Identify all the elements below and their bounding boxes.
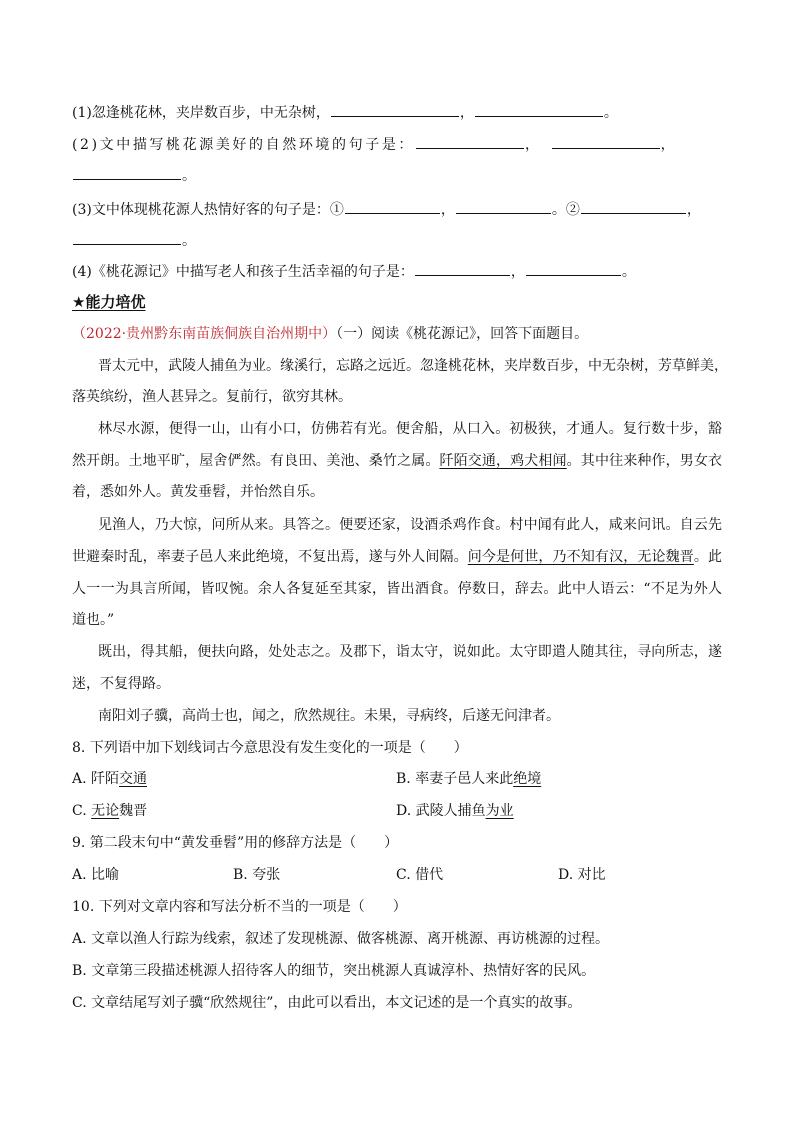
underlined-phrase: 问今是何世，乃不知有汉，无论魏晋 <box>467 549 694 565</box>
option-c[interactable]: C. 文章结尾写刘子骥“欣然规往”，由此可以看出，本文记述的是一个真实的故事。 <box>72 995 582 1011</box>
option-a[interactable]: A. 文章以渔人行踪为线索，叙述了发现桃源、做客桃源、离开桃源、再访桃源的过程。 <box>72 931 610 947</box>
reading-instruction: （一）阅读《桃花源记》，回答下面题目。 <box>336 326 589 342</box>
answer-blank[interactable] <box>331 101 459 117</box>
question-4: (4)《桃花源记》中描写老人和孩子生活幸福的句子是： ， 。 <box>72 260 722 283</box>
underlined-phrase: 阡陌交通，鸡犬相闻 <box>439 453 567 469</box>
question-1: (1)忽逢桃花林，夹岸数百步，中无杂树， ， 。 <box>72 101 722 124</box>
question-text: (3)文中体现桃花源人热情好客的句子是：① <box>72 202 344 218</box>
source-label: （2022·贵州黔东南苗族侗族自治州期中） <box>72 326 337 342</box>
passage-line: 南阳刘子骥，高尚士也，闻之，欣然规往。未果，寻病终，后遂无问津者。 <box>98 708 560 724</box>
answer-blank[interactable] <box>552 133 660 149</box>
passage-line: 迷，不复得路。 <box>72 676 170 692</box>
passage-line: 道也。” <box>72 612 115 628</box>
question-3: (3)文中体现桃花源人热情好客的句子是：① ， 。② ， <box>72 198 722 221</box>
question-2: (2)文中描写桃花源美好的自然环境的句子是： ， ， <box>72 133 722 156</box>
answer-blank[interactable] <box>415 260 510 276</box>
answer-blank[interactable] <box>73 229 181 245</box>
passage-line: 既出，得其船，便扶向路，处处志之。及郡下，诣太守，说如此。太守即遣人随其往，寻向所志，遂 <box>98 644 722 660</box>
answer-blank[interactable] <box>416 133 524 149</box>
question-8: 8. 下列语中加下划线词古今意思没有发生变化的一项是（ ） <box>72 740 468 756</box>
passage-line: 林尽水源，便得一山，山有小口，仿佛若有光。便舍船，从口入。初极狭，才通人。复行数十步，豁 <box>98 421 722 437</box>
question-2-cont: 。 <box>72 164 722 187</box>
option-b[interactable]: B. 文章第三段描述桃源人招待客人的细节，突出桃源人真诚淳朴、热情好客的民风。 <box>72 963 596 979</box>
option-a[interactable]: A. 阡陌交通 <box>72 771 148 787</box>
question-9: 9. 第二段末句中“黄发垂髫”用的修辞方法是（ ） <box>72 835 399 851</box>
option-b[interactable]: B. 夸张 <box>233 867 281 883</box>
answer-blank[interactable] <box>475 101 603 117</box>
option-c[interactable]: C. 借代 <box>396 867 444 883</box>
passage-line: 见渔人，乃大惊，问所从来。具答之。便要还家，设酒杀鸡作食。村中闻有此人，咸来问讯。自云先 <box>98 517 722 533</box>
answer-blank[interactable] <box>526 260 621 276</box>
section-heading: ★能力培优 <box>72 293 146 311</box>
option-b[interactable]: B. 率妻子邑人来此绝境 <box>396 771 542 787</box>
answer-blank[interactable] <box>581 198 686 214</box>
question-text: (2)文中描写桃花源美好的自然环境的句子是： <box>72 137 416 153</box>
passage-line: 落英缤纷，渔人甚异之。复前行，欲穷其林。 <box>72 389 352 405</box>
question-3-cont: 。 <box>72 229 722 252</box>
option-d[interactable]: D. 武陵人捕鱼为业 <box>396 803 514 819</box>
question-10: 10. 下列对文章内容和写法分析不当的一项是（ ） <box>72 899 407 915</box>
question-text: (4)《桃花源记》中描写老人和孩子生活幸福的句子是： <box>72 264 414 280</box>
question-text: (1)忽逢桃花林，夹岸数百步，中无杂树， <box>72 105 330 121</box>
passage-line: 然开朗。土地平旷，屋舍俨然。有良田、美池、桑竹之属。阡陌交通，鸡犬相闻。其中往来种作，男女衣 <box>72 453 723 469</box>
option-c[interactable]: C. 无论魏晋 <box>72 803 148 819</box>
passage-line: 着，悉如外人。黄发垂髫，并怡然自乐。 <box>72 484 324 500</box>
answer-blank[interactable] <box>456 198 551 214</box>
reading-header <box>72 323 722 345</box>
passage-line: 世避秦时乱，率妻子邑人来此绝境，不复出焉，遂与外人间隔。问今是何世，乃不知有汉，无论魏晋。此 <box>72 549 723 565</box>
passage-line: 人一一为具言所闻，皆叹惋。余人各复延至其家，皆出酒食。停数日，辞去。此中人语云：“不足为外人 <box>72 581 722 597</box>
answer-blank[interactable] <box>73 164 181 180</box>
option-a[interactable]: A. 比喻 <box>72 867 120 883</box>
answer-blank[interactable] <box>345 198 440 214</box>
passage-line: 晋太元中，武陵人捕鱼为业。缘溪行，忘路之远近。忽逢桃花林，夹岸数百步，中无杂树，芳草鲜美， <box>98 358 728 374</box>
option-d[interactable]: D. 对比 <box>558 867 606 883</box>
